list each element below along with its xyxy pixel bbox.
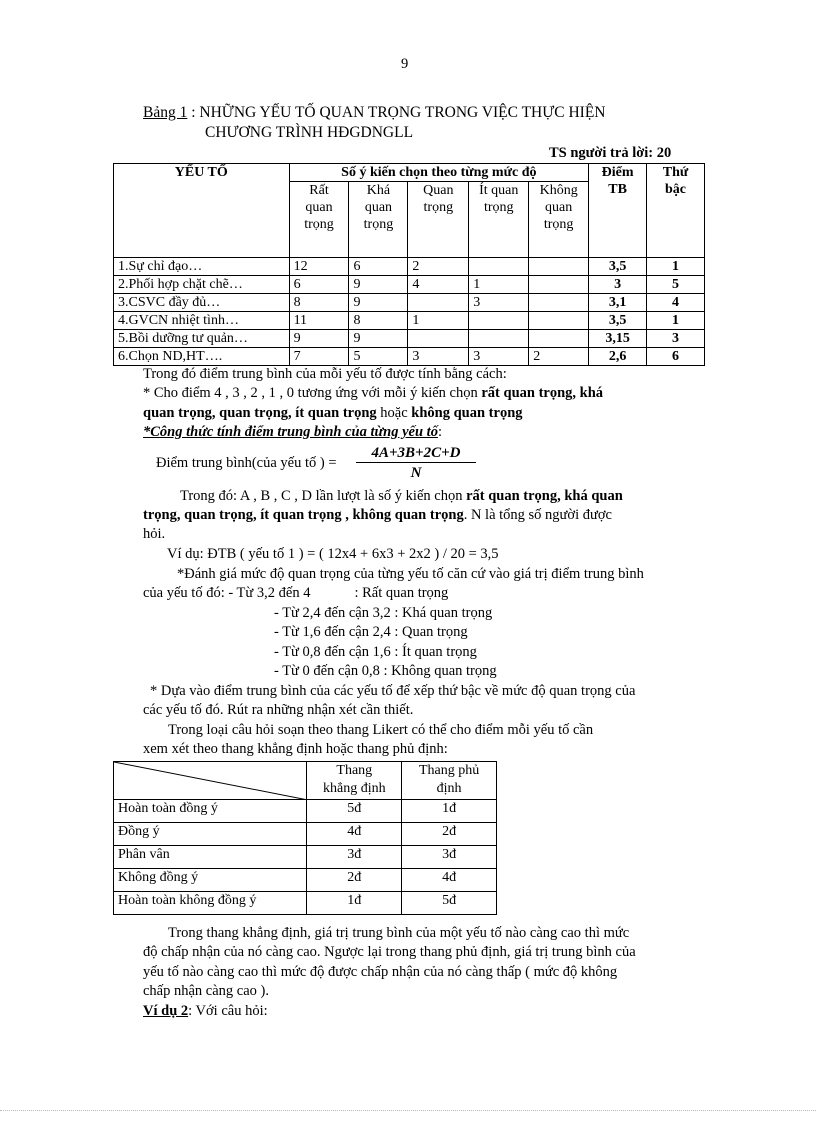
table-row: Không đồng ý 2đ 4đ bbox=[114, 869, 497, 892]
header-factor: YẾU TỐ bbox=[114, 164, 290, 258]
table-row: Đồng ý 4đ 2đ bbox=[114, 823, 497, 846]
table-row: 5.Bồi dưỡng tư quản… 9 9 3,15 3 bbox=[114, 330, 705, 348]
formula-lhs: Điểm trung bình(của yếu tố ) = bbox=[156, 455, 337, 471]
level-slightly-important: Ít quan trọng bbox=[469, 182, 529, 258]
para-where-end: hỏi. bbox=[143, 526, 166, 542]
level-not-important: Không quan trọng bbox=[529, 182, 589, 258]
factors-table bbox=[113, 163, 705, 366]
level-fairly-important: Khá quan trọng bbox=[349, 182, 408, 258]
formula-fraction bbox=[356, 444, 476, 483]
formula-denominator: N bbox=[410, 465, 422, 481]
page-number: 9 bbox=[401, 56, 409, 72]
table-row: 4.GVCN nhiệt tình… 11 8 1 3,5 1 bbox=[114, 312, 705, 330]
header-score: Điểm TB bbox=[589, 164, 647, 258]
para-interpretation: Trong thang khẳng định, giá trị trung bình của một yếu tố nào càng cao thì mức bbox=[168, 925, 630, 941]
scale-row-2: - Từ 2,4 đến cận 3,2 : Khá quan trọng bbox=[274, 605, 493, 621]
para-scoring: * Cho điểm 4 , 3 , 2 , 1 , 0 tương ứng với mỗi ý kiến chọn rất quan trọng, khá bbox=[143, 385, 604, 401]
para-where-cont: trọng, quan trọng, ít quan trọng , không quan trọng. N là tổng số người được bbox=[143, 507, 612, 523]
example-2: Ví dụ 2: Với câu hỏi: bbox=[143, 1003, 268, 1019]
formula-title: *Công thức tính điểm trung bình của từng yếu tố: bbox=[143, 424, 442, 440]
para-scoring-cont: quan trọng, quan trọng, ít quan trọng hoặc không quan trọng bbox=[143, 405, 523, 421]
scale-row-4: - Từ 0,8 đến cận 1,6 : Ít quan trọng bbox=[274, 644, 477, 660]
table-row: 2.Phối hợp chặt chẽ… 6 9 4 1 3 5 bbox=[114, 276, 705, 294]
header-rank: Thứ bậc bbox=[647, 164, 705, 258]
table-row: Hoàn toàn đồng ý 5đ 1đ bbox=[114, 800, 497, 823]
scale-row-5: - Từ 0 đến cận 0,8 : Không quan trọng bbox=[274, 663, 497, 679]
para-interpretation-3: yếu tố nào càng cao thì mức độ được chấp nhận của nó càng thấp ( mức độ không bbox=[143, 964, 618, 980]
likert-corner bbox=[114, 762, 307, 800]
para-ranking: * Dựa vào điểm trung bình của các yếu tố để xếp thứ bậc về mức độ quan trọng của bbox=[150, 683, 636, 699]
para-average-intro: Trong đó điểm trung bình của mỗi yếu tố được tính bằng cách: bbox=[143, 366, 507, 382]
formula-numerator: 4A+3B+2C+D bbox=[356, 444, 476, 463]
para-ranking-cont: các yếu tố đó. Rút ra những nhận xét cần thiết. bbox=[143, 702, 414, 718]
table1-caption-line2: CHƯƠNG TRÌNH HĐGDNGLL bbox=[205, 124, 414, 141]
para-interpretation-2: độ chấp nhận của nó càng cao. Ngược lại trong thang phủ định, giá trị trung bình của bbox=[143, 944, 636, 960]
table1-caption-label: Bảng 1 bbox=[143, 104, 188, 121]
level-important: Quan trọng bbox=[408, 182, 469, 258]
table-row: 1.Sự chỉ đạo… 12 6 2 3,5 1 bbox=[114, 258, 705, 276]
para-likert-cont: xem xét theo thang khẳng định hoặc thang phủ định: bbox=[143, 741, 448, 757]
scale-row-1: của yếu tố đó: - Từ 3,2 đến 4 : Rất quan trọng bbox=[143, 585, 449, 601]
level-very-important: Rất quan trọng bbox=[289, 182, 349, 258]
table1-caption-line1: NHỮNG YẾU TỐ QUAN TRỌNG TRONG VIỆC THỰC HIỆN bbox=[199, 104, 606, 121]
likert-table bbox=[113, 761, 497, 915]
para-interpretation-4: chấp nhận càng cao ). bbox=[143, 983, 270, 999]
para-evaluation: *Đánh giá mức độ quan trọng của từng yếu tố căn cứ vào giá trị điểm trung bình bbox=[177, 566, 644, 582]
example-1: Ví dụ: ĐTB ( yếu tố 1 ) = ( 12x4 + 6x3 + 2x2 ) / 20 = 3,5 bbox=[167, 546, 499, 562]
page-bottom-rule bbox=[0, 1110, 816, 1111]
table-row: 6.Chọn ND,HT…. 7 5 3 3 2 2,6 6 bbox=[114, 348, 705, 366]
header-negative: Thang phủ định bbox=[402, 762, 497, 800]
table-row: Hoàn toàn không đồng ý 1đ 5đ bbox=[114, 892, 497, 915]
para-likert: Trong loại câu hỏi soạn theo thang Likert có thể cho điểm mỗi yếu tố cần bbox=[168, 722, 594, 738]
para-where: Trong đó: A , B , C , D lần lượt là số ý kiến chọn rất quan trọng, khá quan bbox=[180, 488, 623, 504]
table-row: Phân vân 3đ 3đ bbox=[114, 846, 497, 869]
header-level-group: Số ý kiến chọn theo từng mức độ bbox=[289, 164, 589, 182]
diagonal-line bbox=[114, 762, 308, 800]
respondents-count: TS người trả lời: 20 bbox=[549, 145, 672, 161]
table-row: 3.CSVC đầy đủ… 8 9 3 3,1 4 bbox=[114, 294, 705, 312]
table1-caption-sep: : bbox=[187, 104, 200, 121]
header-affirmative: Thang khẳng định bbox=[307, 762, 402, 800]
scale-row-3: - Từ 1,6 đến cận 2,4 : Quan trọng bbox=[274, 624, 468, 640]
table1-caption bbox=[143, 104, 606, 122]
